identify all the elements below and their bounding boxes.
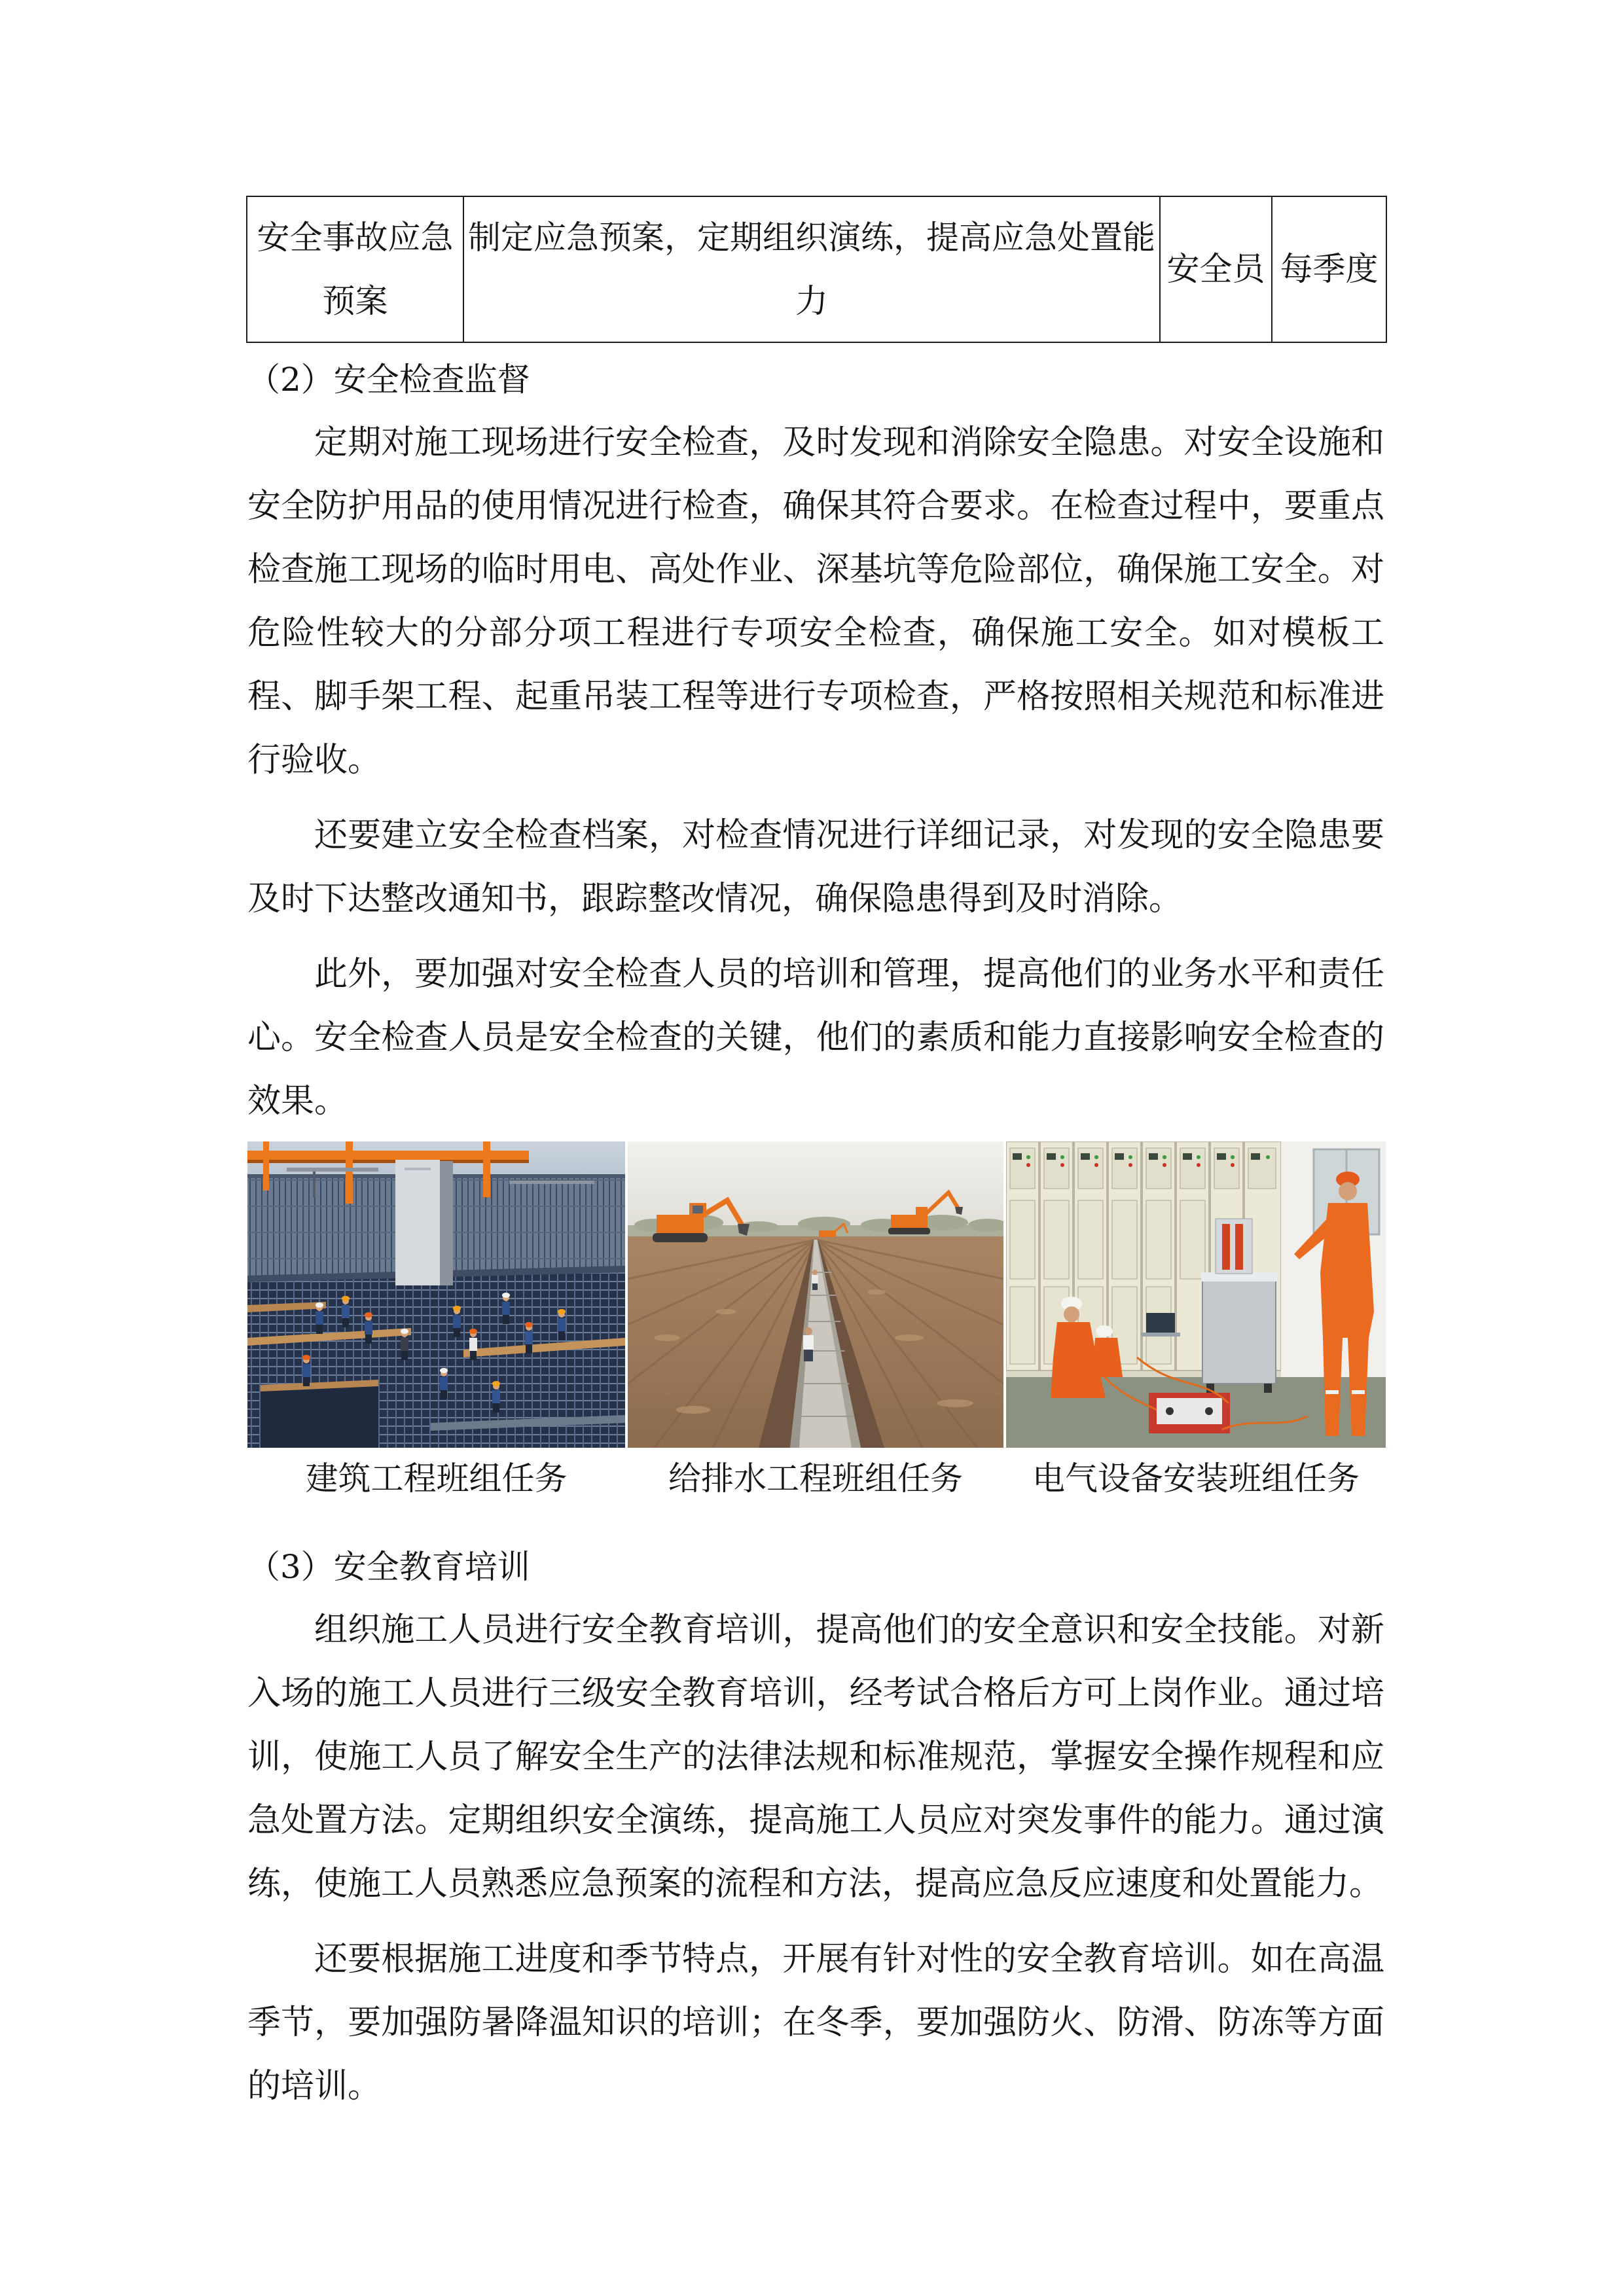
section-heading: （2）安全检查监督 xyxy=(247,361,530,399)
paragraph: 定期对施工现场进行安全检查，及时发现和消除安全隐患。对安全设施和安全防护用品的使用情况进行检查，确保其符合要求。在检查过程中，要重点检查施工现场的临时用电、高处作业、深基坑等危险部位，确保施工安全。对危险性较大的分部分项工程进行专项安全检查，确保施工安全。如对模板工程、脚手架工程、起重吊装工程等进行专项检查，严格按照相关规范和标准进行验收。 xyxy=(247,423,1384,780)
paragraph: 还要根据施工进度和季节特点，开展有针对性的安全教育培训。如在高温季节，要加强防暑降温知识的培训；在冬季，要加强防火、防滑、防冻等方面的培训。 xyxy=(247,1940,1384,2106)
section-safety-training xyxy=(247,1535,1384,2118)
figure-caption: 电气设备安装班组任务 xyxy=(1032,1460,1360,1498)
cell-frequency: 每季度 xyxy=(1272,196,1386,342)
figure-electrical xyxy=(1006,1141,1386,1448)
cell-item: 安全事故应急预案 xyxy=(247,196,463,342)
safety-plan-table xyxy=(246,196,1387,343)
figure-caption: 建筑工程班组任务 xyxy=(305,1460,568,1498)
laptop xyxy=(1141,1313,1180,1336)
table-row xyxy=(247,196,1386,342)
cell-responsible: 安全员 xyxy=(1160,196,1272,342)
cell-measures: 制定应急预案，定期组织演练，提高应急处置能力 xyxy=(463,196,1160,342)
test-instrument-case xyxy=(1149,1393,1230,1433)
paragraph: 组织施工人员进行安全教育培训，提高他们的安全意识和安全技能。对新入场的施工人员进行三级安全教育培训，经考试合格后方可上岗作业。通过培训，使施工人员了解安全生产的法律法规和标准规范，掌握安全操作规程和应急处置方法。定期组织安全演练，提高施工人员应对突发事件的能力。通过演练，使施工人员熟悉应急预案的流程和方法，提高应急反应速度和处置能力。 xyxy=(247,1611,1384,1903)
column-formwork xyxy=(393,1153,453,1285)
paragraph: 此外，要加强对安全检查人员的培训和管理，提高他们的业务水平和责任心。安全检查人员是安全检查的关键，他们的素质和能力直接影响安全检查的效果。 xyxy=(247,955,1384,1121)
electrical-installation-photo xyxy=(1006,1141,1386,1448)
section-safety-inspection xyxy=(247,348,1384,1133)
paragraph: 还要建立安全检查档案，对检查情况进行详细记录，对发现的安全隐患要及时下达整改通知书，跟踪整改情况，确保隐患得到及时消除。 xyxy=(247,816,1384,918)
drainage-trench-photo xyxy=(628,1141,1003,1448)
figure-drainage xyxy=(628,1141,1003,1448)
figure-caption: 给排水工程班组任务 xyxy=(668,1460,963,1498)
section-heading: （3）安全教育培训 xyxy=(247,1548,530,1586)
construction-site-photo xyxy=(247,1141,625,1448)
figure-construction xyxy=(247,1141,625,1448)
